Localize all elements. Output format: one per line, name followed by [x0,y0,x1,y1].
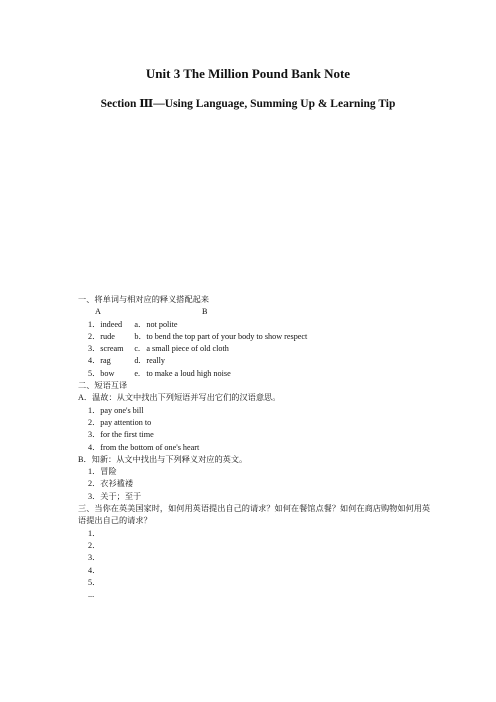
match-letter: e. [134,368,141,378]
match-word: indeed [100,319,123,329]
phrase-item: 2．pay attention to [88,417,152,427]
column-a-header: A [95,307,101,317]
section-title: Section Ⅲ—Using Language, Summing Up & Learning Tip [100,98,396,110]
match-number: 4． [88,356,101,366]
answer-item: 4． [88,565,101,575]
match-row [78,368,434,380]
match-meaning: to bend the top part of your body to show respect [146,331,308,341]
part1-heading: 一、将单词与相对应的释义搭配起来 [78,295,210,304]
phrase-item: 2．衣衫褴褛 [88,479,134,489]
answer-item: 2． [88,540,101,550]
answer-item: 3． [88,553,101,563]
match-word: rude [100,331,115,341]
match-letter: d. [134,356,141,366]
phrase-item: 3．关于；至于 [88,491,142,501]
part3-question: 三、当你在英美国家时，如何用英语提出自己的请求？如何在餐馆点餐？如何在商店购物如何用英语提出自己的请求？ [78,504,431,526]
match-number: 1． [88,319,101,329]
match-word: scream [100,344,124,354]
answer-item: 1． [88,528,101,538]
column-b-header: B [202,307,208,317]
match-meaning: to make a loud high noise [146,368,231,378]
match-number: 2． [88,331,101,341]
match-row [78,355,434,367]
column-headers [78,306,434,318]
match-meaning: really [146,356,165,366]
phrase-item: 4．from the bottom of one's heart [88,442,200,452]
unit-title: Unit 3 The Million Pound Bank Note [145,66,351,81]
phrase-item: 1．冒险 [88,467,117,477]
match-row [78,319,434,331]
match-letter: a． [134,319,147,329]
match-word: rag [100,356,111,366]
phrase-item: 1．pay one's bill [88,405,144,415]
match-meaning: a small piece of old cloth [146,344,229,354]
part2-sub-b: B．知新：从文中找出与下列释义对应的英文。 [78,454,248,464]
answer-item: ... [88,590,95,600]
match-row [78,331,434,343]
match-letter: b． [134,331,147,341]
match-number: 5． [88,368,101,378]
part2-heading: 二、短语互译 [78,381,128,391]
phrase-item: 3．for the first time [88,430,154,440]
part2-sub-a: A．温故：从文中找出下列短语并写出它们的汉语意思。 [78,393,281,403]
match-letter: c. [134,344,141,354]
match-word: bow [100,368,115,378]
exercise-body [78,294,434,601]
answer-item: 5． [88,577,101,587]
match-row [78,343,434,355]
match-meaning: not polite [146,319,178,329]
match-number: 3． [88,344,101,354]
